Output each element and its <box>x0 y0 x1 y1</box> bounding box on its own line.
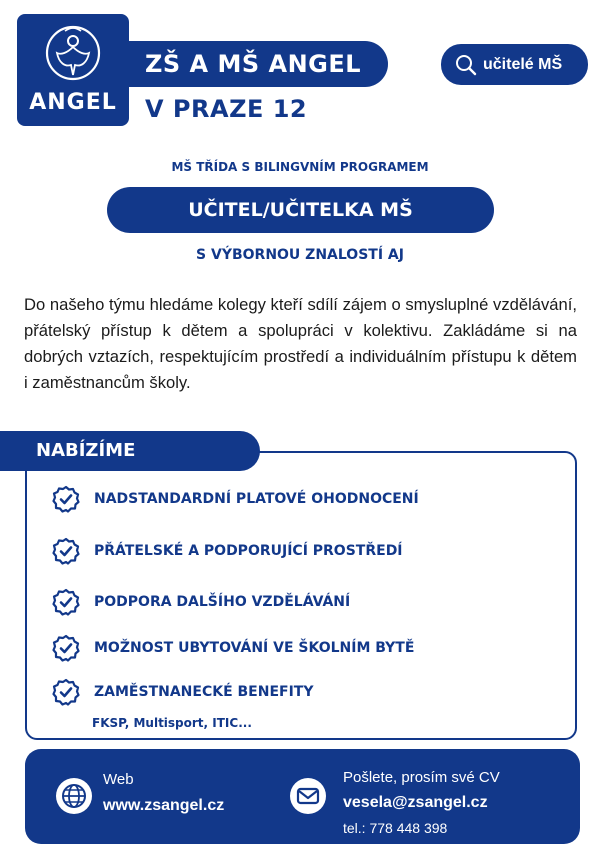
website-link[interactable]: www.zsangel.cz <box>103 797 225 814</box>
school-name: ZŠ A MŠ ANGEL <box>145 50 362 78</box>
intro-paragraph: Do našeho týmu hledáme kolegy kteří sdílí zájem o smysluplné vzdělávání, přátelský přístup k dětem a spolupráci v kolektivu. Zakládáme si na dobrých vztazích, respektujícím prostředí a individuálním přístupu k dětem i zaměstnancům školy. <box>24 295 577 392</box>
contact-footer <box>25 749 580 844</box>
school-location: V PRAZE 12 <box>145 95 308 123</box>
check-badge-icon <box>52 485 80 513</box>
position-subtitle: MŠ TŘÍDA S BILINGVNÍM PROGRAMEM <box>171 160 429 174</box>
offer-item <box>52 634 414 662</box>
angel-logo-icon <box>45 23 101 83</box>
job-title: UČITEL/UČITELKA MŠ <box>107 187 494 233</box>
email-link[interactable]: vesela@zsangel.cz <box>343 794 488 811</box>
phone-number: tel.: 778 448 398 <box>343 820 448 836</box>
school-logo[interactable] <box>17 14 129 126</box>
globe-icon <box>55 777 93 815</box>
search-icon <box>455 54 477 76</box>
check-badge-icon <box>52 634 80 662</box>
offer-label: PODPORA DALŠÍHO VZDĚLÁVÁNÍ <box>94 594 351 610</box>
check-badge-icon <box>52 678 80 706</box>
offer-label: ZAMĚSTNANECKÉ BENEFITY <box>94 684 314 700</box>
search-label: učitelé MŠ <box>483 55 563 73</box>
offer-item <box>52 678 313 706</box>
check-badge-icon <box>52 537 80 565</box>
check-badge-icon <box>52 588 80 616</box>
offer-item <box>52 485 419 513</box>
web-label: Web <box>103 771 134 788</box>
logo-text: ANGEL <box>29 90 117 115</box>
mail-icon <box>289 777 327 815</box>
position-requirement: S VÝBORNOU ZNALOSTÍ AJ <box>196 247 404 263</box>
offer-label: NADSTANDARDNÍ PLATOVÉ OHODNOCENÍ <box>94 491 419 507</box>
benefits-detail: FKSP, Multisport, ITIC... <box>92 716 252 730</box>
offer-label: PŘÁTELSKÉ A PODPORUJÍCÍ PROSTŘEDÍ <box>94 543 403 559</box>
offer-label: MOŽNOST UBYTOVÁNÍ VE ŠKOLNÍM BYTĚ <box>94 640 415 656</box>
offer-item <box>52 588 350 616</box>
search-button[interactable] <box>441 44 588 85</box>
cv-label: Pošlete, prosím své CV <box>343 769 500 786</box>
offer-item <box>52 537 403 565</box>
offers-heading: NABÍZÍME <box>0 431 260 471</box>
